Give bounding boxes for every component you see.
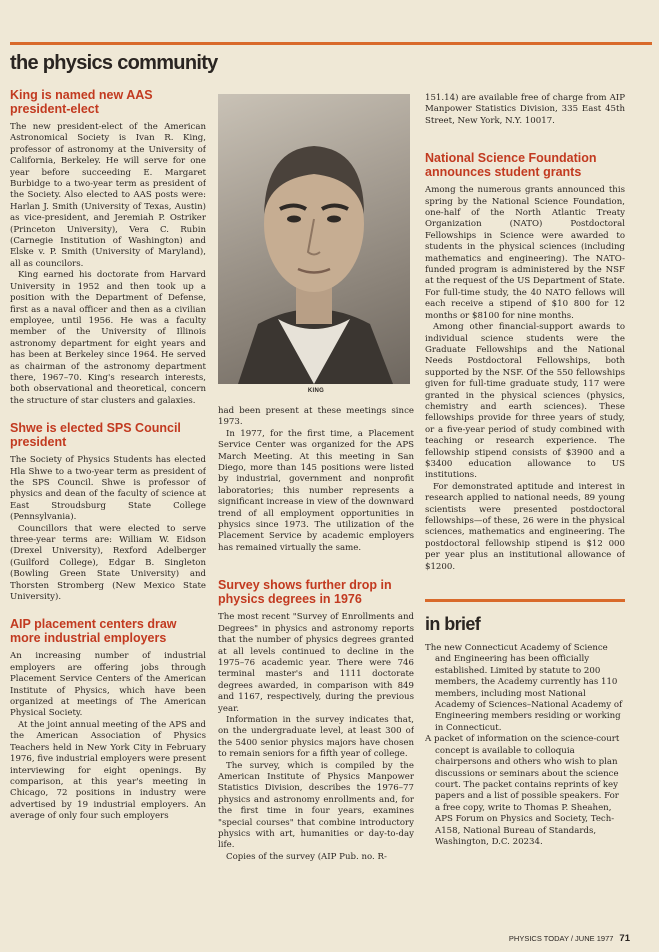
in-brief-title: in brief bbox=[425, 614, 481, 635]
king-portrait-photo bbox=[218, 94, 410, 384]
portrait-illustration bbox=[218, 94, 410, 384]
survey-paragraph: Information in the survey indicates that, on the undergraduate level, at least 300 of the 5400 senior physics majors have chosen to remain seniors for a fifth year of college. bbox=[218, 714, 414, 760]
in-brief-rule bbox=[425, 599, 625, 602]
survey-paragraph: The survey, which is compiled by the American Institute of Physics Manpower Statistics Division, describes the 1976–77 physics and astronomy enrollments and, for the first time in four years, examines "special courses" that combine introductory physics with art, humanities or day-to-day life. bbox=[218, 760, 414, 851]
column-3 bbox=[425, 93, 625, 936]
page-number: 71 bbox=[619, 933, 630, 944]
page-footer bbox=[450, 933, 630, 944]
publication-line: PHYSICS TODAY / JUNE 1977 bbox=[508, 934, 614, 943]
survey-paragraph: Copies of the survey (AIP Pub. no. R- bbox=[226, 851, 387, 862]
survey-heading: Survey shows further drop in physics degrees in 1976 bbox=[218, 578, 392, 607]
survey-continued-paragraph: 151.14) are available free of charge from AIP Manpower Statistics Division, 335 East 45th Street, New York, N.Y. 10017. bbox=[425, 93, 625, 126]
aip-continued-paragraph: had been present at these meetings since 1973. bbox=[218, 406, 414, 428]
shwe-heading: Shwe is elected SPS Council president bbox=[10, 421, 181, 450]
aip-heading: AIP placement centers draw more industrial employers bbox=[10, 617, 177, 646]
photo-caption: KING bbox=[307, 388, 325, 394]
survey-paragraph: The most recent "Survey of Enrollments and Degrees" in physics and astronomy reports that the number of physics degrees granted at all levels continued to decline in the 1975–76 academic year. There were 746 terminal master's and 1111 doctorate degrees awarded, in comparison with 849 and 1167, respectively, during the previous year. bbox=[218, 612, 414, 714]
nsf-heading: National Science Foundation announces student grants bbox=[425, 151, 597, 180]
king-paragraph: The new president-elect of the American Astronomical Society is Ivan R. King, professor of astronomy at the University of California, Berkeley. He will serve for one year before succeeding E. Margaret Burbidge to a two-year term as president of the Society. Also elected to AAS posts were: Harlan J. Smith (University of Texas, Austin) as vice-president, and Jeremiah P. Ostriker (Princeton University), Vera C. Rubin (Carnegie Institution of Washington) and Elske v. P. Smith (University of Maryland), all as councilors. bbox=[10, 122, 206, 269]
aip-paragraph: An increasing number of industrial employers are offering jobs through Placement Service Centers of the American Institute of Physics, which have been organized at meetings of The American Physical Society. bbox=[10, 651, 206, 719]
nsf-paragraph: Among other financial-support awards to individual science students were the Graduate Fellowships and the National Needs Postdoctoral Fellowships, both supported by the NSF. Of the 550 fellowships given for full-time graduate study, 117 were granted in the physical sciences (physics, chemistry and earth sciences). These fellowships provide for three years of study, or a five-year period of study combined with teaching or research experience. The fellowship stipend consists of $3900 and a $3400 education allowance to US institutions. bbox=[425, 322, 625, 481]
in-brief-item: A packet of information on the science-court concept is available to colloquia chairpersons and others who wish to plan discussions or seminars about the science court. The packet contains reprints of key papers and a list of possible speakers. For a free copy, write to Thomas P. Sheahen, APS Forum on Physics and Society, Tech-A158, National Bureau of Standards, Washington, D.C. 20234. bbox=[425, 734, 620, 847]
king-heading: King is named new AAS president-elect bbox=[10, 88, 153, 116]
aip-continued-paragraph: In 1977, for the first time, a Placement Service Center was organized for the APS March Meeting. At this meeting in San Diego, more than 145 positions were listed by industrial, government and nonprofit laboratories; this number represents a significant increase in view of the downward trend of all employment opportunities in physics since 1973. The utilization of the Placement Service by academic employers has remained virtually the same. bbox=[218, 428, 414, 553]
section-title: the physics community bbox=[10, 52, 218, 74]
column-1 bbox=[10, 88, 206, 936]
in-brief-item: The new Connecticut Academy of Science and Engineering has been officially established. Limited by statute to 200 members, the Academy currently has 110 members, including most National Academy of Sciences–National Academy of Engineering members residing or working in Connecticut. bbox=[425, 643, 623, 733]
aip-paragraph: At the joint annual meeting of the APS and the American Association of Physics Teachers held in New York City in February 1976, five industrial employers were present interviewing for eight openings. By comparison, at this year's meeting in Chicago, 72 positions in industry were advertised by 19 industrial employers. An average of only four such employers bbox=[10, 719, 206, 822]
king-paragraph: King earned his doctorate from Harvard University in 1952 and then took up a position with the Department of Defense, first as a naval officer and then as a civilian employee, until 1956. He was a faculty member of the University of Illinois astronomy department for eight years and has been at Berkeley since 1964. He served as chairman of the astronomy department there, 1967–70. King's research interests, both observational and theoretical, concern the structure of star clusters and galaxies. bbox=[10, 270, 206, 406]
nsf-paragraph: Among the numerous grants announced this spring by the National Science Foundation, one-half of the North Atlantic Treaty Organization (NATO) Postdoctoral Fellowships in Science were awarded to students in the physical sciences (including mathematics and engineering). The NATO-funded program is administered by the NSF at the request of the US Department of State. For full-time study, the 40 NATO fellows will each receive a stipend of $10 800 for 12 months or $8100 for nine months. bbox=[425, 185, 625, 321]
column-2 bbox=[218, 94, 414, 936]
nsf-paragraph: For demonstrated aptitude and interest in research applied to national needs, 89 young scientists were presented postdoctoral fellowships—of these, 26 were in the physical sciences, mathematics and engineering. The postdoctoral fellowship stipend is $12 000 per year plus an institutional allowance of $1200. bbox=[425, 481, 625, 572]
shwe-paragraph: The Society of Physics Students has elected Hla Shwe to a two-year term as president of the SPS Council. Shwe is professor of physics and dean of the faculty of science at East Stroudsburg State College (Pennsylvania). bbox=[10, 455, 206, 523]
top-rule bbox=[10, 42, 652, 45]
shwe-paragraph: Councillors that were elected to serve three-year terms are: William W. Eidson (Drexel University), Rexford Adelberger (Guilford College), Edgar B. Singleton (Bowling Green State University) and Thorsten Stromberg (New Mexico State University). bbox=[10, 523, 206, 603]
